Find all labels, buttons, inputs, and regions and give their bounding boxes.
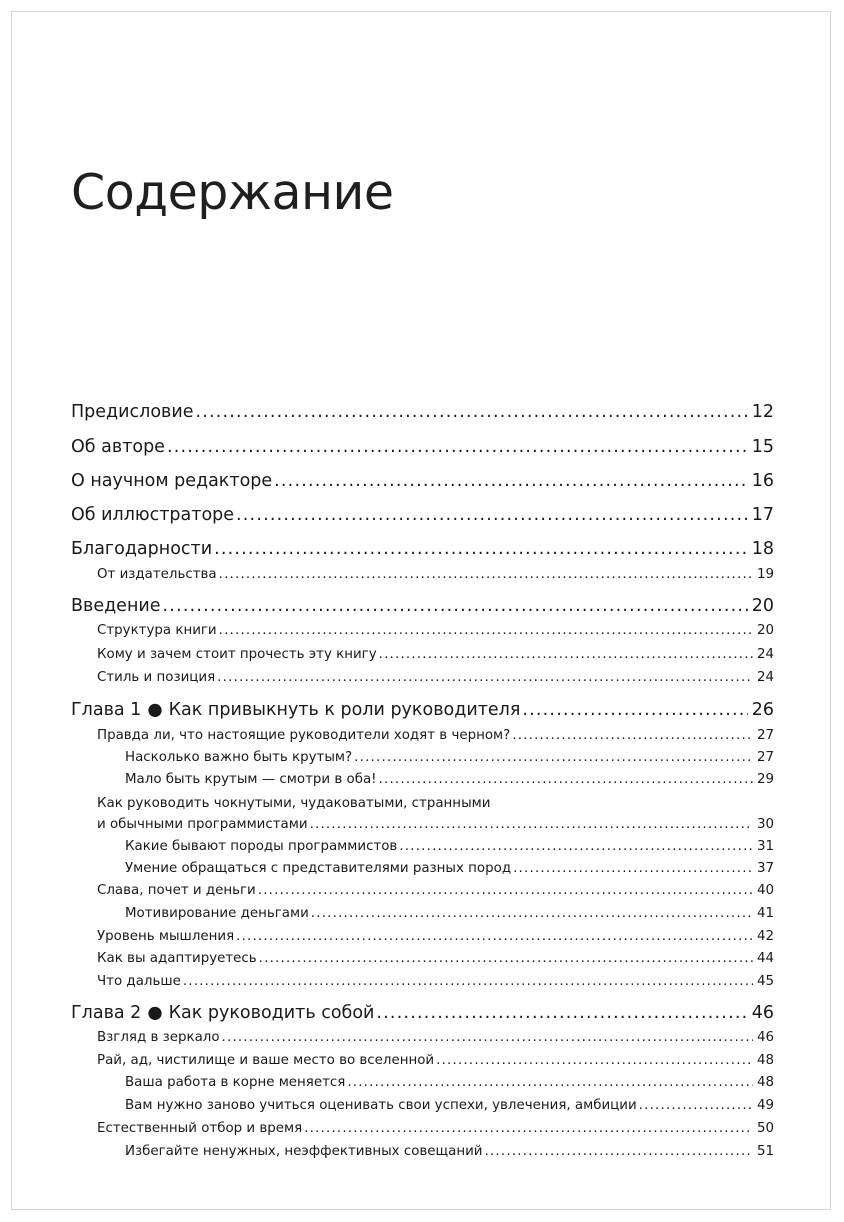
toc-entry-selection[interactable] (97, 1119, 774, 1138)
toc-entry-black[interactable] (97, 726, 774, 745)
toc-entry-style[interactable] (97, 668, 774, 687)
toc-label: Мало быть крутым — смотри в оба! (125, 772, 377, 787)
toc-label: Мотивирование деньгами (125, 906, 309, 921)
dot-leader (222, 1028, 753, 1047)
toc-entry-both-eyes[interactable] (125, 770, 774, 789)
dot-leader (214, 537, 748, 561)
toc-page-number: 12 (751, 402, 774, 422)
toc-page-number: 19 (756, 567, 774, 582)
toc-entry-chapter-1[interactable] (71, 698, 774, 722)
toc-label: О научном редакторе (71, 471, 273, 491)
toc-entry-money[interactable] (125, 904, 774, 923)
toc-page-number: 17 (751, 505, 774, 525)
dot-leader (347, 1073, 753, 1092)
dot-leader (219, 621, 753, 640)
toc-label: Что дальше (97, 974, 181, 989)
dot-leader (639, 1096, 753, 1115)
dot-leader (236, 503, 748, 527)
toc-page-number: 42 (756, 929, 774, 944)
dot-leader (217, 668, 753, 687)
toc-entry-about-editor[interactable] (71, 469, 774, 493)
chapter-number: Глава 2 (71, 1003, 142, 1023)
toc-page-number: 46 (751, 1003, 774, 1023)
dot-leader (485, 1142, 753, 1161)
toc-entry-preface[interactable] (71, 400, 774, 424)
toc-page-number: 20 (756, 623, 774, 638)
dot-leader (436, 1051, 753, 1070)
toc-label: Естественный отбор и время (97, 1121, 303, 1136)
toc-label: Насколько важно быть крутым? (125, 750, 353, 765)
dot-leader (304, 1119, 753, 1138)
dot-leader (236, 927, 753, 946)
toc-page-number: 45 (756, 974, 774, 989)
toc-page-number: 29 (756, 772, 774, 787)
dot-leader (219, 565, 753, 584)
toc-label: Об авторе (71, 437, 165, 457)
toc-entry-adapt[interactable] (97, 949, 774, 968)
dot-leader (399, 837, 753, 856)
dot-leader (195, 400, 747, 424)
dot-leader (167, 435, 748, 459)
toc-entry-structure[interactable] (97, 621, 774, 640)
page-title: Содержание (71, 164, 394, 221)
toc-label: Стиль и позиция (97, 670, 216, 685)
chapter-number: Глава 1 (71, 700, 142, 720)
dot-leader (376, 1001, 747, 1025)
toc-entry-mirror[interactable] (97, 1028, 774, 1047)
toc-label (71, 698, 522, 722)
toc-page-number: 48 (756, 1053, 774, 1068)
dot-leader (513, 859, 753, 878)
toc-label: Введение (71, 596, 161, 616)
toc-entry-about-author[interactable] (71, 435, 774, 459)
toc-label: Кому и зачем стоит прочесть эту книгу (97, 647, 377, 662)
toc-label: Рай, ад, чистилище и ваше место во вселенной (97, 1053, 435, 1068)
toc-page-number: 31 (756, 839, 774, 854)
toc-entry-from-publisher[interactable] (97, 565, 774, 584)
toc-entry-relearn[interactable] (125, 1096, 774, 1115)
toc-label (71, 1001, 376, 1025)
toc-page-number: 16 (751, 471, 774, 491)
toc-entry-chapter-2[interactable] (71, 1001, 774, 1025)
dot-leader (310, 815, 753, 834)
toc-label: Структура книги (97, 623, 217, 638)
toc-page-number: 44 (756, 951, 774, 966)
dot-leader (512, 726, 753, 745)
toc-label: Слава, почет и деньги (97, 883, 256, 898)
toc-entry-work[interactable] (125, 1073, 774, 1092)
dot-leader (163, 594, 748, 618)
toc-entry-cool[interactable] (125, 748, 774, 767)
toc-entry-manage[interactable] (97, 815, 774, 834)
toc-page-number: 18 (751, 539, 774, 559)
dot-leader (311, 904, 753, 923)
toc-entry-manage-line1[interactable]: Как руководить чокнутыми, чудаковатыми, странными (97, 796, 491, 811)
chapter-title: Как привыкнуть к роли руководителя (168, 700, 521, 720)
toc-entry-glory[interactable] (97, 881, 774, 900)
toc-page-number: 46 (756, 1030, 774, 1045)
toc-label: Уровень мышления (97, 929, 235, 944)
toc-label: Взгляд в зеркало (97, 1030, 220, 1045)
toc-label: и обычными программистами (97, 817, 308, 832)
toc-label: Избегайте ненужных, неэффективных совещаний (125, 1144, 483, 1159)
toc-page-number: 20 (751, 596, 774, 616)
toc-page-number: 40 (756, 883, 774, 898)
toc-page-number: 41 (756, 906, 774, 921)
bullet-icon: ● (147, 700, 163, 720)
dot-leader (274, 469, 748, 493)
toc-page-number: 26 (751, 700, 774, 720)
toc-page-number: 24 (756, 647, 774, 662)
bullet-icon: ● (147, 1003, 163, 1023)
dot-leader (354, 748, 753, 767)
toc-page-number: 30 (756, 817, 774, 832)
toc-entry-thanks[interactable] (71, 537, 774, 561)
dot-leader (183, 972, 753, 991)
toc-page-number: 37 (756, 861, 774, 876)
toc-entry-about-illustrator[interactable] (71, 503, 774, 527)
toc-page-number: 49 (756, 1098, 774, 1113)
toc-page-number: 48 (756, 1075, 774, 1090)
toc-label: Умение обращаться с представителями разных пород (125, 861, 512, 876)
toc-label: От издательства (97, 567, 217, 582)
toc-page-number: 27 (756, 750, 774, 765)
toc-page-number: 15 (751, 437, 774, 457)
toc-entry-deal[interactable] (125, 859, 774, 878)
toc-label: Об иллюстраторе (71, 505, 235, 525)
toc-entry-thinking[interactable] (97, 927, 774, 946)
toc-page-number: 24 (756, 670, 774, 685)
toc-page-number: 50 (756, 1121, 774, 1136)
toc-label: Вам нужно заново учиться оценивать свои успехи, увлечения, амбиции (125, 1098, 637, 1113)
chapter-title: Как руководить собой (168, 1003, 375, 1023)
toc-page-number: 51 (756, 1144, 774, 1159)
toc-entry-heaven[interactable] (97, 1051, 774, 1070)
toc-entry-intro[interactable] (71, 594, 774, 618)
toc-entry-meetings[interactable] (125, 1142, 774, 1161)
toc-label: Предисловие (71, 402, 194, 422)
toc-entry-who-why[interactable] (97, 645, 774, 664)
toc-label: Как вы адаптируетесь (97, 951, 257, 966)
dot-leader (379, 770, 753, 789)
toc-label: Правда ли, что настоящие руководители ходят в черном? (97, 728, 511, 743)
toc-entry-breeds[interactable] (125, 837, 774, 856)
dot-leader (259, 949, 753, 968)
dot-leader (258, 881, 753, 900)
toc-page-number: 27 (756, 728, 774, 743)
dot-leader (379, 645, 753, 664)
toc-entry-next[interactable] (97, 972, 774, 991)
dot-leader (522, 698, 747, 722)
toc-label: Какие бывают породы программистов (125, 839, 398, 854)
toc-label: Ваша работа в корне меняется (125, 1075, 346, 1090)
toc-label: Благодарности (71, 539, 213, 559)
